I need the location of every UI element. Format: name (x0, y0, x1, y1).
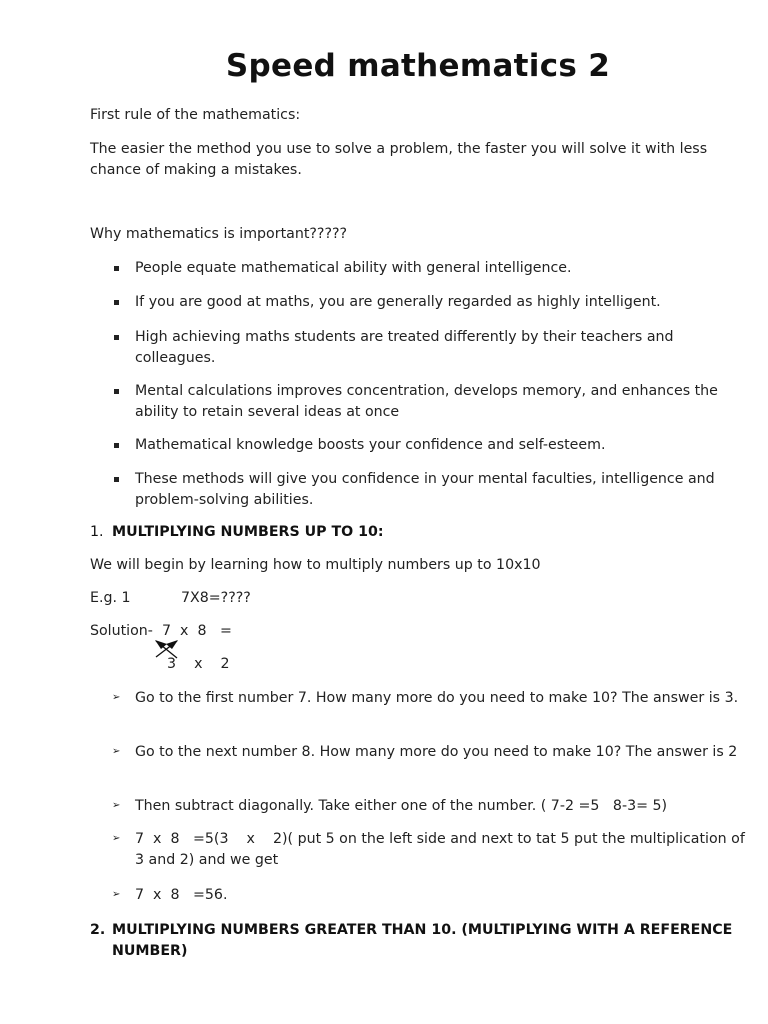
why-question: Why mathematics is important????? (90, 226, 348, 242)
section-1-intro: We will begin by learning how to multiply numbers up to 10x10 (90, 557, 541, 573)
section-number: 2. (90, 922, 106, 938)
section-heading-text: MULTIPLYING NUMBERS UP TO 10: (112, 524, 384, 540)
list-item-text: High achieving maths students are treated differently by their teachers and colleagues. (135, 329, 674, 366)
solution-line-2: 3 x 2 (167, 656, 230, 672)
solution-label: Solution- (90, 623, 153, 639)
square-bullet-icon (114, 335, 119, 340)
square-bullet-icon (114, 389, 119, 394)
list-item-text: These methods will give you confidence in your mental faculties, intelligence and problem-solving abilities. (135, 471, 715, 508)
square-bullet-icon (114, 266, 119, 271)
arrowhead-bullet-icon: ➢ (112, 692, 121, 703)
rule-text: The easier the method you use to solve a problem, the faster you will solve it with less chance of making a mistakes. (90, 141, 708, 178)
arrowhead-bullet-icon: ➢ (112, 746, 121, 757)
list-item-text: 7 x 8 =56. (135, 887, 228, 903)
section-heading-text: MULTIPLYING NUMBERS GREATER THAN 10. (MULTIPLYING WITH A REFERENCE NUMBER) (112, 922, 733, 959)
list-item-text: Mental calculations improves concentration, develops memory, and enhances the ability to retain several ideas at once (135, 383, 718, 420)
square-bullet-icon (114, 300, 119, 305)
arrowhead-bullet-icon: ➢ (112, 800, 121, 811)
list-item-text: People equate mathematical ability with general intelligence. (135, 260, 572, 276)
list-item-text: Go to the first number 7. How many more do you need to make 10? The answer is 3. (135, 690, 739, 706)
list-item-text: 7 x 8 =5(3 x 2)( put 5 on the left side and next to tat 5 put the multiplication of 3 and 2) and we get (135, 831, 750, 868)
arrowhead-bullet-icon: ➢ (112, 889, 121, 900)
arrowhead-bullet-icon: ➢ (112, 833, 121, 844)
solution-line-1: 7 x 8 = (162, 623, 232, 639)
list-item-text: Mathematical knowledge boosts your confidence and self-esteem. (135, 437, 606, 453)
square-bullet-icon (114, 443, 119, 448)
list-item-text: Go to the next number 8. How many more do you need to make 10? The answer is 2 (135, 744, 738, 760)
example-problem: 7X8=???? (181, 590, 251, 606)
section-number: 1. (90, 524, 104, 540)
rule-heading: First rule of the mathematics: (90, 107, 301, 123)
list-item-text: If you are good at maths, you are generally regarded as highly intelligent. (135, 294, 661, 310)
page-title: Speed mathematics 2 (225, 48, 611, 84)
example-label: E.g. 1 (90, 590, 131, 606)
square-bullet-icon (114, 477, 119, 482)
list-item-text: Then subtract diagonally. Take either one of the number. ( 7-2 =5 8-3= 5) (135, 798, 668, 814)
